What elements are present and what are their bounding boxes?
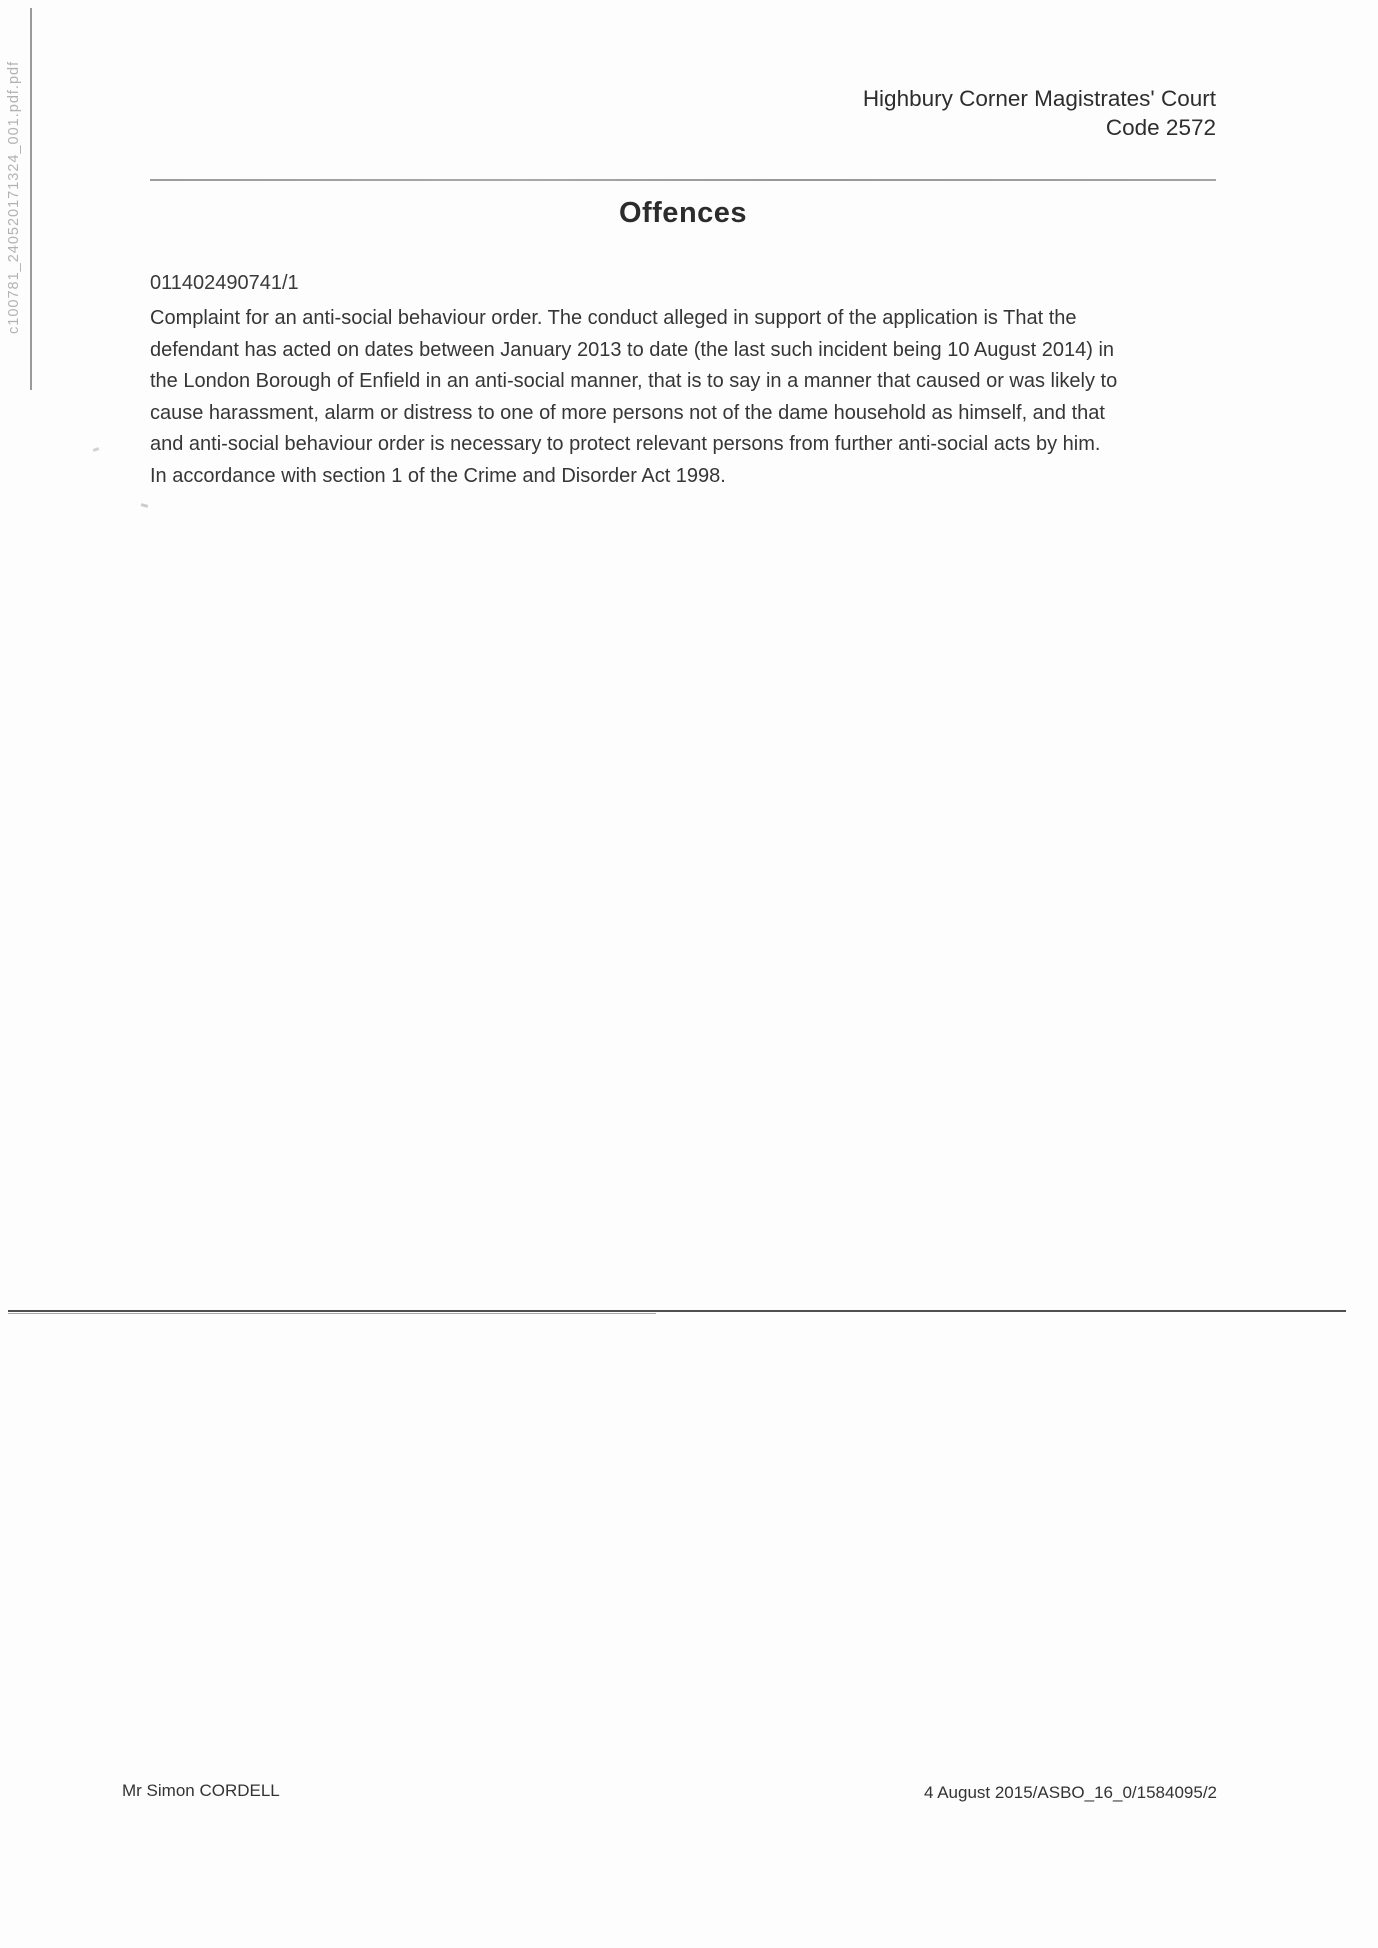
mid-page-rule <box>8 1310 1346 1312</box>
offence-text-line: the London Borough of Enfield in an anti-social manner, that is to say in a manner that caused or was likely to <box>150 370 1118 392</box>
offence-description <box>150 303 1230 492</box>
offence-text-line: cause harassment, alarm or distress to one of more persons not of the dame household as himself, and that <box>150 401 1105 424</box>
page-title: Offences <box>618 197 748 229</box>
case-number: 011402490741/1 <box>150 272 299 294</box>
footer-reference: 4 August 2015/ASBO_16_0/1584095/2 <box>923 1783 1217 1802</box>
court-name: Highbury Corner Magistrates' Court <box>862 86 1216 111</box>
court-code: Code 2572 <box>1105 115 1216 140</box>
scan-speck <box>93 447 100 452</box>
document-header <box>863 84 1216 142</box>
scan-edge-line <box>30 8 32 390</box>
offence-text-line: and anti-social behaviour order is necessary to protect relevant persons from further anti-social acts by him. <box>150 433 1101 455</box>
header-divider-line <box>150 179 1216 181</box>
offence-text-line: Complaint for an anti-social behaviour order. The conduct alleged in support of the application is That the <box>150 307 1077 329</box>
vertical-filename-label: c100781_240520171324_001.pdf.pdf <box>6 60 22 334</box>
offence-text-line: defendant has acted on dates between January 2013 to date (the last such incident being 10 August 2014) in <box>150 338 1115 361</box>
offence-text-line: In accordance with section 1 of the Crime and Disorder Act 1998. <box>150 464 726 487</box>
footer-defendant-name: Mr Simon CORDELL <box>122 1781 280 1800</box>
mid-page-rule-echo <box>8 1313 656 1314</box>
scan-speck <box>141 503 149 508</box>
